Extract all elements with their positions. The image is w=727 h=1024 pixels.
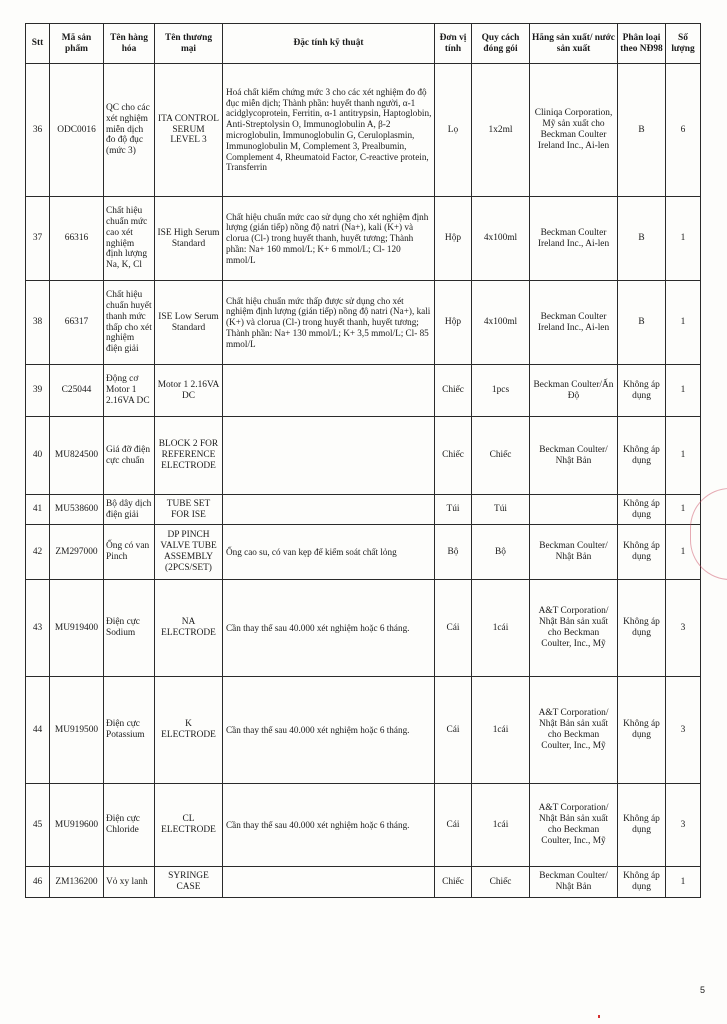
cell-unit: Cái bbox=[435, 580, 472, 677]
cell-quantity: 1 bbox=[666, 525, 701, 580]
cell-goods-name: Chất hiệu chuẩn mức cao xét nghiệm định lượng Na, K, Cl bbox=[104, 197, 155, 281]
cell-quantity: 1 bbox=[666, 197, 701, 281]
cell-classification: Không áp dụng bbox=[618, 867, 666, 898]
cell-goods-name: Điện cực Chloride bbox=[104, 784, 155, 867]
cell-quantity: 1 bbox=[666, 417, 701, 495]
header-classification: Phân loại theo NĐ98 bbox=[618, 24, 666, 64]
cell-goods-name: QC cho các xét nghiệm miễn dịch đo độ đục (mức 3) bbox=[104, 64, 155, 197]
header-product-code: Mã sản phẩm bbox=[50, 24, 104, 64]
cell-unit: Túi bbox=[435, 495, 472, 525]
table-row bbox=[26, 867, 701, 898]
cell-classification: B bbox=[618, 281, 666, 365]
cell-trade-name: Motor 1 2.16VA DC bbox=[155, 365, 223, 417]
cell-quantity: 3 bbox=[666, 580, 701, 677]
cell-manufacturer: A&T Corporation/ Nhật Bản sản xuất cho Beckman Coulter, Inc., Mỹ bbox=[530, 784, 618, 867]
cell-packaging: 1pcs bbox=[472, 365, 530, 417]
cell-packaging: 1x2ml bbox=[472, 64, 530, 197]
cell-goods-name: Giá đỡ điện cực chuẩn bbox=[104, 417, 155, 495]
cell-manufacturer: Beckman Coulter/ Nhật Bản bbox=[530, 417, 618, 495]
cell-packaging: Túi bbox=[472, 495, 530, 525]
cell-trade-name: TUBE SET FOR ISE bbox=[155, 495, 223, 525]
cell-quantity: 1 bbox=[666, 867, 701, 898]
cell-product-code: ZM136200 bbox=[50, 867, 104, 898]
cell-manufacturer: A&T Corporation/ Nhật Bản sản xuất cho Beckman Coulter, Inc., Mỹ bbox=[530, 677, 618, 784]
cell-classification: Không áp dụng bbox=[618, 495, 666, 525]
table-row bbox=[26, 525, 701, 580]
cell-trade-name: BLOCK 2 FOR REFERENCE ELECTRODE bbox=[155, 417, 223, 495]
header-quantity: Số lượng bbox=[666, 24, 701, 64]
cell-manufacturer bbox=[530, 495, 618, 525]
cell-unit: Hộp bbox=[435, 281, 472, 365]
cell-stt: 39 bbox=[26, 365, 50, 417]
cell-product-code: ZM297000 bbox=[50, 525, 104, 580]
cell-product-code: MU919600 bbox=[50, 784, 104, 867]
cell-manufacturer: Cliniqa Corporation, Mỹ sản xuất cho Beckman Coulter Ireland Inc., Ai-len bbox=[530, 64, 618, 197]
cell-packaging: 4x100ml bbox=[472, 197, 530, 281]
cell-manufacturer: Beckman Coulter/Ấn Độ bbox=[530, 365, 618, 417]
cell-unit: Chiếc bbox=[435, 867, 472, 898]
cell-manufacturer: A&T Corporation/ Nhật Bản sản xuất cho Beckman Coulter, Inc., Mỹ bbox=[530, 580, 618, 677]
cell-product-code: ODC0016 bbox=[50, 64, 104, 197]
cell-specifications: Hoá chất kiểm chứng mức 3 cho các xét nghiệm đo độ đục miễn dịch; Thành phần: huyết thanh người, α-1 acidglycoprotein, Ferritin, α-1 antitrypsin, Haptoglobin, Anti-Streptolysin O, Immunoglobulin A, β-2 microglobulin, Immunoglobulin G, Ceruloplasmin, Immunoglobulin M, Complement 3, Prealbumin, Complement 4, Rheumatoid Factor, C-reactive protein, Transferrin bbox=[223, 64, 435, 197]
cell-product-code: MU824500 bbox=[50, 417, 104, 495]
cell-unit: Chiếc bbox=[435, 417, 472, 495]
cell-classification: Không áp dụng bbox=[618, 365, 666, 417]
cell-product-code: MU919500 bbox=[50, 677, 104, 784]
cell-goods-name: Điện cực Potassium bbox=[104, 677, 155, 784]
cell-packaging: 1cái bbox=[472, 580, 530, 677]
cell-quantity: 1 bbox=[666, 365, 701, 417]
cell-unit: Cái bbox=[435, 784, 472, 867]
cell-goods-name: Chất hiệu chuẩn huyết thanh mức thấp cho xét nghiệm điện giải bbox=[104, 281, 155, 365]
cell-specifications: Cần thay thế sau 40.000 xét nghiệm hoặc 6 tháng. bbox=[223, 677, 435, 784]
header-specifications: Đặc tính kỹ thuật bbox=[223, 24, 435, 64]
cell-packaging: 1cái bbox=[472, 677, 530, 784]
cell-product-code: 66317 bbox=[50, 281, 104, 365]
cell-packaging: 4x100ml bbox=[472, 281, 530, 365]
header-trade-name: Tên thương mại bbox=[155, 24, 223, 64]
cell-classification: Không áp dụng bbox=[618, 417, 666, 495]
cell-goods-name: Bộ dây dịch điện giải bbox=[104, 495, 155, 525]
cell-packaging: Chiếc bbox=[472, 867, 530, 898]
cell-trade-name: CL ELECTRODE bbox=[155, 784, 223, 867]
cell-specifications: Chất hiệu chuẩn mức thấp được sử dụng cho xét nghiệm định lượng (gián tiếp) nồng độ natri (Na+), kali (K+) và clorua (Cl-) trong huyết thanh, huyết tương; Thành phần: Na+ 130 mmol/L; K+ 3,5 mmol/L; Cl- 85 mmol/L bbox=[223, 281, 435, 365]
cell-classification: Không áp dụng bbox=[618, 525, 666, 580]
cell-classification: Không áp dụng bbox=[618, 580, 666, 677]
header-manufacturer: Hãng sản xuất/ nước sản xuất bbox=[530, 24, 618, 64]
cell-manufacturer: Beckman Coulter Ireland Inc., Ai-len bbox=[530, 281, 618, 365]
product-table bbox=[25, 23, 701, 898]
cell-specifications: Cần thay thế sau 40.000 xét nghiệm hoặc 6 tháng. bbox=[223, 580, 435, 677]
cell-stt: 37 bbox=[26, 197, 50, 281]
cell-trade-name: ISE Low Serum Standard bbox=[155, 281, 223, 365]
cell-stt: 44 bbox=[26, 677, 50, 784]
cell-goods-name: Động cơ Motor 1 2.16VA DC bbox=[104, 365, 155, 417]
cell-goods-name: Vỏ xy lanh bbox=[104, 867, 155, 898]
table-row bbox=[26, 580, 701, 677]
cell-trade-name: NA ELECTRODE bbox=[155, 580, 223, 677]
cell-specifications: Chất hiệu chuẩn mức cao sử dụng cho xét nghiệm định lượng (gián tiếp) nồng độ natri (Na+), kali (K+) và clorua (Cl-) trong huyết thanh, huyết tương; Thành phần: Na+ 160 mmol/L; K+ 6 mmol/L; Cl- 120 mmol/L bbox=[223, 197, 435, 281]
cell-classification: Không áp dụng bbox=[618, 677, 666, 784]
cell-stt: 38 bbox=[26, 281, 50, 365]
header-unit: Đơn vị tính bbox=[435, 24, 472, 64]
table-header-row bbox=[26, 24, 701, 64]
cell-packaging: 1cái bbox=[472, 784, 530, 867]
table-row bbox=[26, 417, 701, 495]
page-number: 5 bbox=[699, 985, 705, 995]
cell-quantity: 1 bbox=[666, 495, 701, 525]
header-goods-name: Tên hàng hóa bbox=[104, 24, 155, 64]
cell-specifications bbox=[223, 365, 435, 417]
cell-quantity: 3 bbox=[666, 677, 701, 784]
cell-quantity: 6 bbox=[666, 64, 701, 197]
cell-specifications bbox=[223, 867, 435, 898]
header-stt: Stt bbox=[26, 24, 50, 64]
cell-stt: 46 bbox=[26, 867, 50, 898]
cell-classification: B bbox=[618, 64, 666, 197]
scan-dot bbox=[598, 1015, 600, 1018]
table-row bbox=[26, 784, 701, 867]
table-row bbox=[26, 64, 701, 197]
cell-stt: 41 bbox=[26, 495, 50, 525]
cell-classification: B bbox=[618, 197, 666, 281]
cell-product-code: MU538600 bbox=[50, 495, 104, 525]
cell-unit: Chiếc bbox=[435, 365, 472, 417]
cell-product-code: MU919400 bbox=[50, 580, 104, 677]
cell-specifications: Cần thay thế sau 40.000 xét nghiệm hoặc 6 tháng. bbox=[223, 784, 435, 867]
cell-stt: 36 bbox=[26, 64, 50, 197]
cell-stt: 43 bbox=[26, 580, 50, 677]
cell-trade-name: ISE High Serum Standard bbox=[155, 197, 223, 281]
cell-product-code: 66316 bbox=[50, 197, 104, 281]
cell-specifications: Ống cao su, có van kẹp để kiểm soát chất lỏng bbox=[223, 525, 435, 580]
cell-product-code: C25044 bbox=[50, 365, 104, 417]
cell-classification: Không áp dụng bbox=[618, 784, 666, 867]
cell-manufacturer: Beckman Coulter Ireland Inc., Ai-len bbox=[530, 197, 618, 281]
cell-goods-name: Điện cực Sodium bbox=[104, 580, 155, 677]
table-row bbox=[26, 495, 701, 525]
cell-stt: 40 bbox=[26, 417, 50, 495]
table-row bbox=[26, 677, 701, 784]
header-packaging: Quy cách đóng gói bbox=[472, 24, 530, 64]
cell-stt: 42 bbox=[26, 525, 50, 580]
cell-quantity: 3 bbox=[666, 784, 701, 867]
cell-specifications bbox=[223, 495, 435, 525]
cell-trade-name: DP PINCH VALVE TUBE ASSEMBLY (2PCS/SET) bbox=[155, 525, 223, 580]
table-body bbox=[26, 64, 701, 898]
cell-trade-name: K ELECTRODE bbox=[155, 677, 223, 784]
table-row bbox=[26, 365, 701, 417]
cell-unit: Lọ bbox=[435, 64, 472, 197]
cell-packaging: Bộ bbox=[472, 525, 530, 580]
cell-unit: Hộp bbox=[435, 197, 472, 281]
cell-unit: Bộ bbox=[435, 525, 472, 580]
cell-packaging: Chiếc bbox=[472, 417, 530, 495]
cell-trade-name: ITA CONTROL SERUM LEVEL 3 bbox=[155, 64, 223, 197]
table-row bbox=[26, 281, 701, 365]
table-row bbox=[26, 197, 701, 281]
cell-trade-name: SYRINGE CASE bbox=[155, 867, 223, 898]
cell-goods-name: Ống có van Pinch bbox=[104, 525, 155, 580]
cell-manufacturer: Beckman Coulter/ Nhật Bản bbox=[530, 525, 618, 580]
cell-manufacturer: Beckman Coulter/ Nhật Bản bbox=[530, 867, 618, 898]
cell-quantity: 1 bbox=[666, 281, 701, 365]
cell-stt: 45 bbox=[26, 784, 50, 867]
cell-unit: Cái bbox=[435, 677, 472, 784]
cell-specifications bbox=[223, 417, 435, 495]
